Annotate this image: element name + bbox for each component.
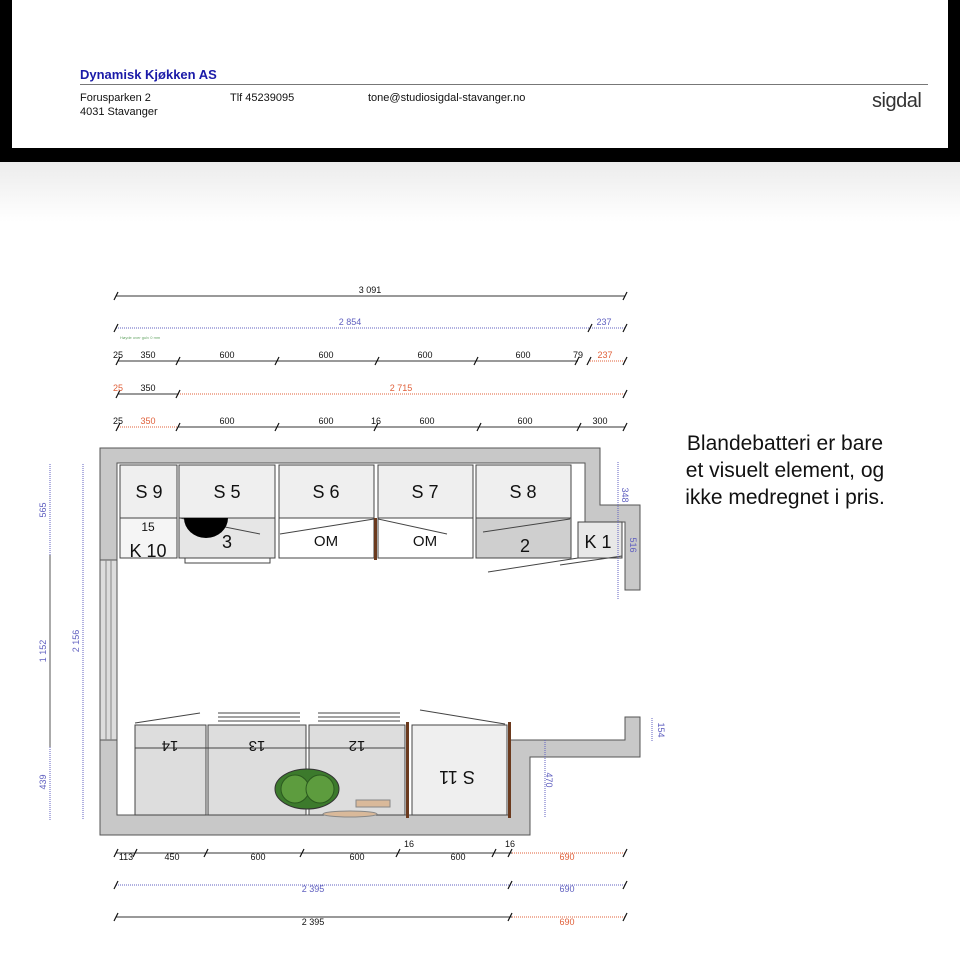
address-line-1: Forusparken 2 (80, 92, 151, 104)
note-line: ikke medregnet i pris. (685, 486, 885, 509)
dim-label: 600 (219, 350, 235, 360)
dim-label: 600 (318, 416, 334, 426)
dim-label: 516 (628, 537, 638, 553)
tray (323, 811, 377, 817)
dim-label: 600 (517, 416, 533, 426)
cabinet-label: 13 (248, 737, 266, 754)
dim-label: 154 (656, 722, 666, 738)
dim-label: 25 (112, 383, 124, 393)
dim-label: 25 (112, 416, 124, 426)
dim-label: 439 (38, 774, 48, 790)
dim-label: 25 (112, 350, 124, 360)
cabinet-label: K 1 (584, 532, 612, 552)
dim-label: 2 156 (71, 629, 81, 653)
dim-label: 348 (620, 487, 630, 503)
cabinet-label: S 6 (312, 482, 340, 502)
dim-label: 690 (559, 884, 575, 894)
cabinet-label: 3 (221, 532, 233, 552)
dim-label: 16 (403, 839, 415, 849)
dim-label: 300 (592, 416, 608, 426)
dimension-lines-top (116, 296, 625, 427)
panel-divider (508, 722, 511, 818)
cabinet-label: S 5 (213, 482, 241, 502)
dim-label: 350 (140, 416, 156, 426)
note-line: et visuelt element, og (685, 459, 885, 482)
dim-total-width: 3 091 (358, 285, 382, 295)
dim-label: 113 (118, 852, 134, 862)
height-note: Høyde over gulv 0 mm (120, 335, 161, 340)
company-name: Dynamisk Kjøkken AS (80, 67, 217, 82)
cabinet-label: 2 (519, 536, 531, 556)
dim-label: 600 (250, 852, 266, 862)
dim-label: 2 395 (301, 917, 325, 927)
dim-label: 600 (349, 852, 365, 862)
address-line-2: 4031 Stavanger (80, 106, 158, 118)
dim-label: 565 (38, 502, 48, 518)
dim-label: 1 152 (38, 639, 48, 663)
cabinet-label: OM (313, 533, 339, 550)
dim-label: 2 715 (389, 383, 413, 393)
cabinet-label: S 7 (411, 482, 439, 502)
dim-label: 600 (417, 350, 433, 360)
dim-label: 600 (219, 416, 235, 426)
cabinet-label: S 11 (439, 767, 475, 787)
dim-label: 16 (370, 416, 382, 426)
cabinet-label: OM (412, 533, 438, 550)
cabinet-label: K 10 (129, 541, 167, 561)
dim-label: 450 (164, 852, 180, 862)
dim-label: 237 (597, 350, 613, 360)
dim-label: 600 (318, 350, 334, 360)
dim-label: 237 (596, 317, 612, 327)
email[interactable]: tone@studiosigdal-stavanger.no (368, 92, 526, 104)
dim-label: 600 (515, 350, 531, 360)
dim-label: 16 (504, 839, 516, 849)
dim-label: 690 (559, 917, 575, 927)
dim-label: 2 854 (338, 317, 362, 327)
panel-divider (374, 518, 377, 560)
dim-label: 600 (450, 852, 466, 862)
dimension-lines-bottom (116, 853, 625, 917)
cutting-board (356, 800, 390, 807)
dim-label: 2 395 (301, 884, 325, 894)
dim-label: 79 (572, 350, 584, 360)
dim-label: 600 (419, 416, 435, 426)
cabinet-label: 15 (141, 520, 155, 534)
upper-cabinets (120, 465, 571, 518)
dim-label: 470 (544, 772, 554, 788)
dim-label: 350 (140, 350, 156, 360)
dim-label: 690 (559, 852, 575, 862)
panel-divider (406, 722, 409, 818)
phone: Tlf 45239095 (230, 92, 295, 104)
sigdal-logo: sigdal (872, 90, 922, 112)
cabinet-label: S 9 (135, 482, 163, 502)
cabinet-label: S 8 (509, 482, 537, 502)
cabinet-label: 12 (348, 737, 366, 754)
plant-decoration (275, 769, 339, 809)
dim-label: 350 (140, 383, 156, 393)
cabinet-label: 14 (161, 737, 179, 754)
note-line: Blandebatteri er bare (686, 432, 884, 455)
